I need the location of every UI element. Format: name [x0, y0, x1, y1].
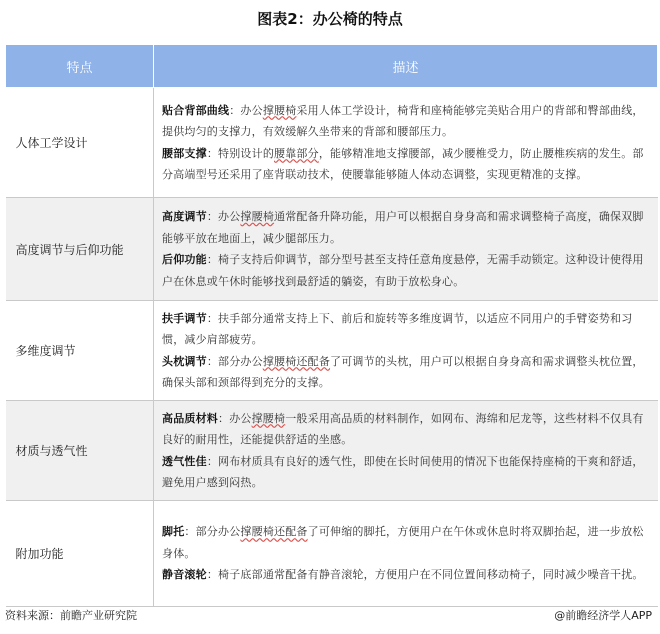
item-text: 了可伸缩的脚托，方便用户在午休或休息时将双脚抬起，进一步放松身体。 [162, 525, 644, 560]
item-sep: ： [218, 411, 230, 425]
item-text: 办公 [218, 210, 241, 223]
item-text: 采用人体工学设计，椅背和座椅能够完美贴合用户的背部和臀部曲线，提供均匀的支撑力，有效缓解久坐带来的背部和腰部压力。 [162, 103, 644, 138]
item-text: 网布材质具有良好的透气性，即使在长时间使用的情况下也能保持座椅的干爽和舒适，避免用户感到闷热。 [162, 454, 644, 489]
description-item [162, 249, 648, 292]
table-row [6, 88, 658, 198]
feature-cell: 附加功能 [6, 501, 154, 607]
item-text: 部分办公 [195, 525, 241, 539]
source-note: 资料来源：前瞻产业研究院 [5, 609, 137, 622]
item-label: 贴合背部曲线 [162, 103, 230, 117]
description-cell [154, 88, 658, 198]
feature-cell: 材质与透气性 [6, 401, 154, 501]
item-sep: ： [206, 210, 219, 223]
description-cell [154, 198, 658, 301]
item-label: 高度调节 [162, 210, 207, 223]
table-row [6, 198, 658, 301]
features-table [5, 44, 658, 607]
description-item [162, 206, 648, 249]
table-row [6, 401, 658, 501]
item-sep: ： [206, 568, 219, 582]
item-label: 透气性佳 [162, 454, 207, 468]
item-label: 腰部支撑 [162, 146, 207, 160]
item-label: 高品质材料 [162, 411, 218, 425]
feature-cell: 高度调节与后仰功能 [6, 198, 154, 301]
item-sep: ： [229, 103, 241, 117]
spellcheck-mark: 撑腰椅 [262, 103, 297, 117]
description-item [162, 143, 648, 186]
item-text: 办公 [240, 103, 263, 117]
description-cell [154, 401, 658, 501]
item-sep: ： [206, 354, 219, 368]
chart-title: 图表2：办公椅的特点 [257, 10, 403, 28]
item-text: 一般采用高品质的材料制作，如网布、海绵和尼龙等，这些材料不仅具有良好的耐用性，还能提供舒适的坐感。 [162, 411, 644, 446]
spellcheck-mark: 撑腰椅还配备 [240, 525, 308, 539]
item-label: 扶手调节 [162, 311, 207, 325]
publisher-credit: @前瞻经济学人APP [554, 609, 652, 622]
item-text: 扶手部分通常支持上下、前后和旋转等多维度调节，以适应不同用户的手臂姿势和习惯，减少肩部疲劳。 [162, 311, 633, 346]
item-label: 头枕调节 [162, 354, 207, 368]
item-sep: ： [206, 454, 219, 468]
description-item [162, 521, 648, 564]
feature-cell: 人体工学设计 [6, 88, 154, 198]
description-item [162, 451, 648, 494]
item-label: 脚托 [162, 525, 185, 539]
item-sep: ： [206, 146, 219, 160]
feature-cell: 多维度调节 [6, 301, 154, 401]
item-label: 后仰功能 [162, 253, 207, 266]
header-description: 描述 [154, 45, 658, 88]
item-text: 办公 [229, 411, 252, 425]
item-sep: ： [206, 253, 219, 266]
item-label: 静音滚轮 [162, 568, 207, 582]
spellcheck-mark: 撑腰椅 [240, 210, 275, 223]
spellcheck-mark: 撑腰椅还配备 [262, 354, 331, 368]
description-item [162, 100, 648, 143]
description-item [162, 308, 648, 351]
table-header-row [6, 45, 658, 88]
description-item [162, 408, 648, 451]
description-cell [154, 501, 658, 607]
item-sep: ： [184, 525, 196, 539]
item-text: 特别设计的 [218, 146, 275, 160]
item-text: 椅子底部通常配备有静音滚轮，方便用户在不同位置间移动椅子，同时减少噪音干扰。 [218, 568, 644, 582]
item-text: ，能够精准地支撑腰部，减少腰椎受力，防止腰椎疾病的发生。部分高端型号还采用了座背联动技术，使腰靠能够随人体动态调整，实现更精准的支撑。 [162, 146, 644, 181]
description-item [162, 564, 648, 586]
spellcheck-mark: 撑腰椅 [251, 411, 286, 425]
description-cell [154, 301, 658, 401]
header-feature: 特点 [6, 45, 154, 88]
item-text: 椅子支持后仰调节，部分型号甚至支持任意角度悬停，无需手动锁定。这种设计使得用户在休息或午休时能够找到最舒适的躺姿，有助于放松身心。 [162, 253, 644, 288]
item-text: 部分办公 [218, 354, 263, 368]
table-row [6, 301, 658, 401]
item-text: 了可调节的头枕，用户可以根据自身身高和需求调整头枕位置，确保头部和颈部得到充分的支撑。 [162, 354, 644, 389]
item-text: 通常配备升降功能，用户可以根据自身身高和需求调整椅子高度，确保双脚能够平放在地面上，减少腿部压力。 [162, 210, 644, 245]
spellcheck-mark: 腰靠部分 [274, 146, 319, 160]
item-sep: ： [206, 311, 219, 325]
table-row [6, 501, 658, 607]
description-item [162, 351, 648, 394]
